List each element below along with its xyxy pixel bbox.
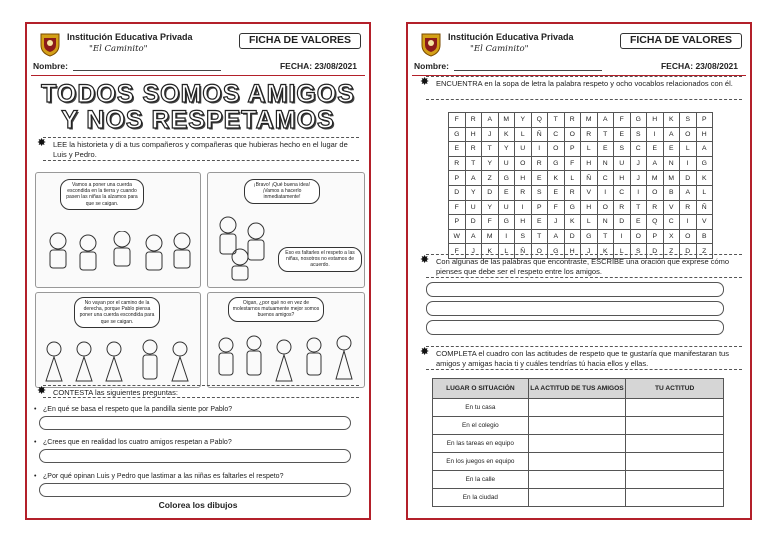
friends-attitude-cell[interactable] xyxy=(528,399,626,417)
word-search-cell[interactable]: Z xyxy=(696,244,713,259)
word-search-cell[interactable]: G xyxy=(548,244,565,259)
word-search-cell[interactable]: O xyxy=(680,127,697,142)
school-motto: "El Caminito" xyxy=(89,44,148,54)
word-search-cell[interactable]: X xyxy=(663,229,680,244)
word-search-cell[interactable]: Z xyxy=(482,171,499,186)
word-search-cell[interactable]: K xyxy=(597,244,614,259)
word-search-cell[interactable]: Q xyxy=(531,113,548,128)
header-divider xyxy=(31,75,365,76)
word-search-cell[interactable]: P xyxy=(531,200,548,215)
page-title-line1: TODOS SOMOS AMIGOS xyxy=(41,80,355,108)
table-row xyxy=(433,453,724,471)
word-search-cell[interactable]: O xyxy=(647,185,664,200)
word-search-cell[interactable]: L xyxy=(581,142,598,157)
word-search-cell[interactable]: A xyxy=(597,113,614,128)
word-search-cell[interactable]: G xyxy=(696,156,713,171)
word-search-cell[interactable]: Y xyxy=(482,156,499,171)
word-search-cell[interactable]: G xyxy=(548,156,565,171)
word-search-cell[interactable]: V xyxy=(696,215,713,230)
comic-panel-1 xyxy=(35,172,201,288)
word-search-cell[interactable]: R xyxy=(531,156,548,171)
star-bullet-icon: ✸ xyxy=(37,385,47,397)
name-label: Nombre: xyxy=(33,61,68,71)
word-search-cell[interactable]: G xyxy=(498,215,515,230)
word-search-cell[interactable]: K xyxy=(663,113,680,128)
word-search-cell[interactable]: T xyxy=(531,229,548,244)
kids-group-illustration-icon xyxy=(42,231,196,285)
word-search-cell[interactable]: E xyxy=(548,185,565,200)
word-search-cell[interactable]: T xyxy=(465,156,482,171)
word-search-cell[interactable]: L xyxy=(680,142,697,157)
word-search-cell[interactable]: V xyxy=(581,185,598,200)
star-bullet-icon: ✸ xyxy=(420,76,430,88)
word-search-grid[interactable] xyxy=(448,112,713,259)
word-search-cell[interactable]: B xyxy=(696,229,713,244)
word-search-cell[interactable]: W xyxy=(449,229,466,244)
word-search-row xyxy=(449,215,713,230)
column-header-place: LUGAR O SITUACIÓN xyxy=(433,379,529,399)
word-search-cell[interactable]: H xyxy=(647,113,664,128)
worksheet-page-left xyxy=(25,22,371,520)
word-search-cell[interactable]: Y xyxy=(465,185,482,200)
word-search-cell[interactable]: D xyxy=(680,171,697,186)
word-search-cell[interactable]: G xyxy=(564,200,581,215)
word-search-cell[interactable]: T xyxy=(630,200,647,215)
speech-bubble-2: ¡Bravo! ¡Qué buena idea! ¡Vamos a hacerlo inmediatamente! xyxy=(244,179,320,204)
speech-bubble-1: Vamos a poner una cuerda escondida en la tierra y cuando pasen las niñas la alzamos para que se caigan. xyxy=(60,179,144,210)
word-search-cell[interactable]: J xyxy=(548,215,565,230)
word-search-cell[interactable]: E xyxy=(531,171,548,186)
word-search-cell[interactable]: O xyxy=(548,142,565,157)
word-search-cell[interactable]: C xyxy=(630,142,647,157)
word-search-row xyxy=(449,171,713,186)
word-search-cell[interactable]: D xyxy=(564,229,581,244)
situation-cell: En los juegos en equipo xyxy=(433,453,529,471)
word-search-cell[interactable]: H xyxy=(515,171,532,186)
word-search-cell[interactable]: E xyxy=(614,127,631,142)
your-attitude-cell[interactable] xyxy=(626,435,724,453)
word-search-cell[interactable]: R xyxy=(515,185,532,200)
school-motto: "El Caminito" xyxy=(470,44,529,54)
date-label: FECHA: 23/08/2021 xyxy=(660,61,738,71)
word-search-cell[interactable]: A xyxy=(663,127,680,142)
word-search-cell[interactable]: I xyxy=(630,185,647,200)
word-search-cell[interactable]: U xyxy=(614,156,631,171)
word-search-cell[interactable]: K xyxy=(498,127,515,142)
word-search-cell[interactable]: T xyxy=(548,113,565,128)
word-search-cell[interactable]: N xyxy=(597,215,614,230)
word-search-row xyxy=(449,185,713,200)
star-bullet-icon: ✸ xyxy=(420,346,430,358)
instruction-find-text: ENCUENTRA en la sopa de letra la palabra respeto y ocho vocablos relacionados con él. xyxy=(436,79,733,88)
word-search-cell[interactable]: A xyxy=(548,229,565,244)
word-search-cell[interactable]: U xyxy=(465,200,482,215)
word-search-cell[interactable]: Y xyxy=(498,142,515,157)
word-search-cell[interactable]: Y xyxy=(515,113,532,128)
word-search-cell[interactable]: A xyxy=(465,229,482,244)
word-search-cell[interactable]: I xyxy=(647,127,664,142)
word-search-cell[interactable]: R xyxy=(465,142,482,157)
word-search-cell[interactable]: E xyxy=(498,185,515,200)
answer-field-3[interactable] xyxy=(39,483,351,497)
kids-pair-illustration-icon xyxy=(212,213,278,283)
word-search-cell[interactable]: R xyxy=(564,113,581,128)
word-search-cell[interactable]: E xyxy=(647,142,664,157)
speech-bubble-5: Oigan, ¿por qué no en vez de molestarnos mutuamente mejor somos buenos amigos? xyxy=(228,297,324,322)
word-search-cell[interactable]: E xyxy=(597,142,614,157)
word-search-cell[interactable]: F xyxy=(564,156,581,171)
word-search-cell[interactable]: J xyxy=(630,171,647,186)
word-search-cell[interactable]: C xyxy=(614,185,631,200)
word-search-cell[interactable]: P xyxy=(564,142,581,157)
word-search-cell[interactable]: H xyxy=(564,244,581,259)
word-search-cell[interactable]: H xyxy=(581,200,598,215)
table-row xyxy=(433,471,724,489)
question-2: • ¿Crees que en realidad los cuatro amigos respetan a Pablo? xyxy=(43,439,232,446)
word-search-cell[interactable]: K xyxy=(548,171,565,186)
word-search-row xyxy=(449,113,713,128)
word-search-cell[interactable]: T xyxy=(597,229,614,244)
word-search-cell[interactable]: A xyxy=(696,142,713,157)
word-search-cell[interactable]: P xyxy=(647,229,664,244)
word-search-cell[interactable]: I xyxy=(680,156,697,171)
word-search-cell[interactable]: Z xyxy=(663,244,680,259)
instruction-read xyxy=(37,137,359,161)
word-search-cell[interactable]: G xyxy=(630,113,647,128)
word-search-cell[interactable]: L xyxy=(614,244,631,259)
word-search-cell[interactable]: L xyxy=(515,127,532,142)
instruction-answer-text: CONTESTA las siguientes preguntas: xyxy=(53,388,178,397)
friends-attitude-cell[interactable] xyxy=(528,489,626,507)
word-search-cell[interactable]: R xyxy=(564,185,581,200)
word-search-cell[interactable]: H xyxy=(465,127,482,142)
word-search-cell[interactable]: A xyxy=(465,171,482,186)
word-search-cell[interactable]: J xyxy=(465,244,482,259)
word-search-cell[interactable]: R xyxy=(647,200,664,215)
word-search-cell[interactable]: G xyxy=(449,127,466,142)
word-search-cell[interactable]: F xyxy=(449,244,466,259)
name-label: Nombre: xyxy=(414,61,449,71)
comic-panel-4 xyxy=(207,292,365,388)
word-search-cell[interactable]: S xyxy=(680,113,697,128)
word-search-cell[interactable]: U xyxy=(498,200,515,215)
school-name: Institución Educativa Privada xyxy=(448,32,574,42)
word-search-cell[interactable]: L xyxy=(581,215,598,230)
situation-cell: En la calle xyxy=(433,471,529,489)
word-search-cell[interactable]: D xyxy=(614,215,631,230)
word-search-row xyxy=(449,127,713,142)
word-search-cell[interactable]: S xyxy=(614,142,631,157)
word-search-cell[interactable]: J xyxy=(581,244,598,259)
column-header-your-attitude: TU ACTITUD xyxy=(626,379,724,399)
word-search-cell[interactable]: D xyxy=(449,185,466,200)
word-search-cell[interactable]: E xyxy=(630,215,647,230)
word-search-cell[interactable]: R xyxy=(614,200,631,215)
answer-field-1[interactable] xyxy=(39,416,351,430)
word-search-cell[interactable]: V xyxy=(663,200,680,215)
answer-field-2[interactable] xyxy=(39,449,351,463)
word-search-cell[interactable]: F xyxy=(482,215,499,230)
word-search-cell[interactable]: F xyxy=(548,200,565,215)
worksheet-page-right xyxy=(406,22,752,520)
word-search-cell[interactable]: D xyxy=(482,185,499,200)
word-search-cell[interactable]: P xyxy=(696,113,713,128)
friends-attitude-cell[interactable] xyxy=(528,453,626,471)
sentence-field-3[interactable] xyxy=(426,320,724,335)
word-search-cell[interactable]: I xyxy=(614,229,631,244)
worksheet-title: FICHA DE VALORES xyxy=(239,33,361,49)
your-attitude-cell[interactable] xyxy=(626,471,724,489)
word-search-cell[interactable]: H xyxy=(515,215,532,230)
word-search-cell[interactable]: R xyxy=(449,156,466,171)
page-title-line2: Y NOS RESPETAMOS xyxy=(61,106,335,134)
word-search-cell[interactable]: O xyxy=(597,200,614,215)
instruction-write-text: Con algunas de las palabras que encontraste, ESCRIBE una oración que exprese cómo pienses que debe ser el respeto entre los amigos. xyxy=(436,257,730,276)
word-search-cell[interactable]: G xyxy=(498,171,515,186)
instruction-complete-text: COMPLETA el cuadro con las actitudes de respeto que te gustaría que manifestaran tus amigos y amigas hacia ti y cuáles tendrías tú hacia ellos y ellas. xyxy=(436,349,729,368)
friends-attitude-cell[interactable] xyxy=(528,417,626,435)
footer-instruction: Colorea los dibujos xyxy=(158,500,238,510)
word-search-cell[interactable]: O xyxy=(680,229,697,244)
word-search-cell[interactable]: K xyxy=(482,244,499,259)
table-row xyxy=(433,417,724,435)
word-search-cell[interactable]: Ñ xyxy=(531,127,548,142)
word-search-cell[interactable]: F xyxy=(614,113,631,128)
word-search-cell[interactable]: O xyxy=(630,229,647,244)
worksheet-title: FICHA DE VALORES xyxy=(620,33,742,49)
your-attitude-cell[interactable] xyxy=(626,417,724,435)
word-search-cell[interactable]: Y xyxy=(482,200,499,215)
word-search-cell[interactable]: R xyxy=(465,113,482,128)
word-search-cell[interactable]: F xyxy=(449,113,466,128)
word-search-cell[interactable]: I xyxy=(680,215,697,230)
word-search-cell[interactable]: R xyxy=(680,200,697,215)
word-search-row xyxy=(449,142,713,157)
word-search-cell[interactable]: M xyxy=(482,229,499,244)
word-search-cell[interactable]: D xyxy=(680,244,697,259)
word-search-cell[interactable]: U xyxy=(515,142,532,157)
situation-cell: En el colegio xyxy=(433,417,529,435)
table-header-row xyxy=(433,379,724,399)
word-search-cell[interactable]: C xyxy=(597,171,614,186)
word-search-cell[interactable]: H xyxy=(581,156,598,171)
instruction-answer xyxy=(37,385,359,398)
sentence-field-1[interactable] xyxy=(426,282,724,297)
word-search-cell[interactable]: M xyxy=(581,113,598,128)
question-3: • ¿Por qué opinan Luis y Pedro que lastimar a las niñas es faltarles el respeto? xyxy=(43,473,283,480)
word-search-cell[interactable]: S xyxy=(630,244,647,259)
speech-bubble-4: No vayan por el camino de la derecha, porque Pablo piensa poner una cuerda escondida para que se caigan. xyxy=(74,297,160,328)
word-search-cell[interactable]: C xyxy=(548,127,565,142)
word-search-cell[interactable]: E xyxy=(449,142,466,157)
word-search-cell[interactable]: P xyxy=(449,215,466,230)
word-search-cell[interactable]: M xyxy=(498,113,515,128)
school-crest-icon xyxy=(420,31,442,57)
star-bullet-icon: ✸ xyxy=(37,137,47,149)
word-search-cell[interactable]: S xyxy=(531,185,548,200)
sentence-field-2[interactable] xyxy=(426,301,724,316)
word-search-cell[interactable]: Ñ xyxy=(581,171,598,186)
word-search-cell[interactable]: L xyxy=(564,171,581,186)
table-row xyxy=(433,399,724,417)
column-header-friends-attitude: LA ACTITUD DE TUS AMIGOS xyxy=(528,379,626,399)
word-search-row xyxy=(449,200,713,215)
school-name: Institución Educativa Privada xyxy=(67,32,193,42)
word-search-cell[interactable]: H xyxy=(696,127,713,142)
situation-cell: En tu casa xyxy=(433,399,529,417)
word-search-cell[interactable]: A xyxy=(482,113,499,128)
word-search-cell[interactable]: I xyxy=(531,142,548,157)
word-search-cell[interactable]: E xyxy=(531,215,548,230)
word-search-cell[interactable]: Ñ xyxy=(696,200,713,215)
situation-cell: En la ciudad xyxy=(433,489,529,507)
word-search-cell[interactable]: N xyxy=(663,156,680,171)
your-attitude-cell[interactable] xyxy=(626,489,724,507)
your-attitude-cell[interactable] xyxy=(626,399,724,417)
table-row xyxy=(433,489,724,507)
word-search-cell[interactable]: A xyxy=(680,185,697,200)
word-search-cell[interactable]: O xyxy=(564,127,581,142)
situation-cell: En las tareas en equipo xyxy=(433,435,529,453)
word-search-cell[interactable]: R xyxy=(581,127,598,142)
school-crest-icon xyxy=(39,31,61,57)
word-search-cell[interactable]: M xyxy=(663,171,680,186)
word-search-cell[interactable]: S xyxy=(630,127,647,142)
attitudes-table xyxy=(432,378,724,507)
friends-attitude-cell[interactable] xyxy=(528,435,626,453)
word-search-cell[interactable]: M xyxy=(647,171,664,186)
instruction-write xyxy=(420,254,742,278)
word-search-cell[interactable]: I xyxy=(498,229,515,244)
word-search-cell[interactable]: K xyxy=(564,215,581,230)
word-search-cell[interactable]: P xyxy=(449,171,466,186)
word-search-cell[interactable]: T xyxy=(482,142,499,157)
instruction-find xyxy=(420,76,742,100)
comic-panel-2 xyxy=(207,172,365,288)
word-search-cell[interactable]: F xyxy=(449,200,466,215)
word-search-cell[interactable]: L xyxy=(498,244,515,259)
word-search-cell[interactable]: A xyxy=(647,156,664,171)
word-search-cell[interactable]: O xyxy=(515,156,532,171)
word-search-cell[interactable]: I xyxy=(515,200,532,215)
word-search-cell[interactable]: T xyxy=(597,127,614,142)
word-search-cell[interactable]: H xyxy=(614,171,631,186)
word-search-cell[interactable]: B xyxy=(663,185,680,200)
speech-bubble-3: Eso es faltarles el respeto a las niñas, nosotros no estamos de acuerdo. xyxy=(278,247,362,272)
comic-panel-3 xyxy=(35,292,201,388)
name-field[interactable] xyxy=(454,70,602,71)
question-1: • ¿En qué se basa el respeto que la pandilla siente por Pablo? xyxy=(43,406,232,413)
friends-group-illustration-icon xyxy=(212,333,362,387)
your-attitude-cell[interactable] xyxy=(626,453,724,471)
word-search-cell[interactable]: J xyxy=(482,127,499,142)
date-label: FECHA: 23/08/2021 xyxy=(279,61,357,71)
word-search-cell[interactable]: C xyxy=(663,215,680,230)
word-search-row xyxy=(449,156,713,171)
word-search-cell[interactable]: K xyxy=(696,171,713,186)
word-search-cell[interactable]: J xyxy=(630,156,647,171)
star-bullet-icon: ✸ xyxy=(420,254,430,266)
name-field[interactable] xyxy=(73,70,221,71)
word-search-cell[interactable]: S xyxy=(515,229,532,244)
word-search-cell[interactable]: G xyxy=(581,229,598,244)
word-search-cell[interactable]: E xyxy=(663,142,680,157)
instruction-read-text: LEE la historieta y di a tus compañeros y compañeras que hubieras hecho en el lugar de Luis y Pedro. xyxy=(53,140,348,159)
girls-group-illustration-icon xyxy=(40,339,198,387)
word-search-cell[interactable]: D xyxy=(647,244,664,259)
word-search-cell[interactable]: D xyxy=(465,215,482,230)
word-search-cell[interactable]: L xyxy=(696,185,713,200)
word-search-cell[interactable]: Q xyxy=(647,215,664,230)
word-search-cell[interactable]: U xyxy=(498,156,515,171)
word-search-row xyxy=(449,229,713,244)
instruction-complete xyxy=(420,346,742,370)
table-row xyxy=(433,435,724,453)
friends-attitude-cell[interactable] xyxy=(528,471,626,489)
word-search-cell[interactable]: Ñ xyxy=(515,244,532,259)
word-search-cell[interactable]: N xyxy=(597,156,614,171)
word-search-cell[interactable]: O xyxy=(531,244,548,259)
word-search-cell[interactable]: I xyxy=(597,185,614,200)
